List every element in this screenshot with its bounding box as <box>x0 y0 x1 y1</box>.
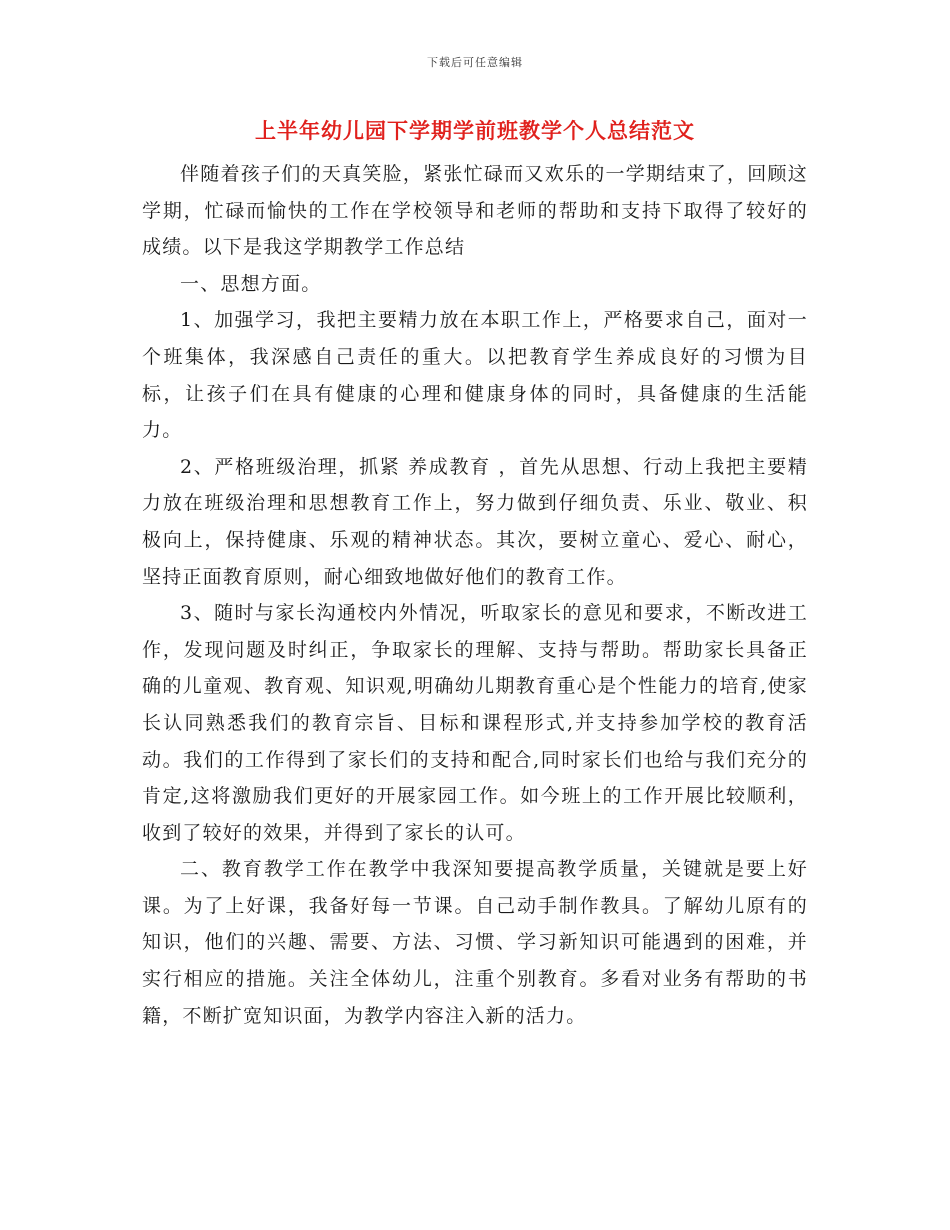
paragraph-item-3: 3、随时与家长沟通校内外情况，听取家长的意见和要求，不断改进工作，发现问题及时纠正，争取家长的理解、支持与帮助。帮助家长具备正确的儿童观、教育观、知识观,明确幼儿期教育重心是个性能力的培育,使家长认同熟悉我们的教育宗旨、目标和课程形式,并支持参加学校的教育活动。我们的工作得到了家长们的支持和配合,同时家长们也给与我们充分的肯定,这将激励我们更好的开展家园工作。如今班上的工作开展比较顺利，收到了较好的效果，并得到了家长的认可。 <box>142 602 808 844</box>
document-body <box>142 156 808 1034</box>
paragraph-intro: 伴随着孩子们的天真笑脸，紧张忙碌而又欢乐的一学期结束了，回顾这学期，忙碌而愉快的工作在学校领导和老师的帮助和支持下取得了较好的成绩。以下是我这学期教学工作总结 <box>142 163 808 259</box>
paragraph-item-1: 1、加强学习，我把主要精力放在本职工作上，严格要求自己，面对一个班集体，我深感自己责任的重大。以把教育学生养成良好的习惯为目标，让孩子们在具有健康的心理和健康身体的同时，具备健康的生活能力。 <box>142 309 808 442</box>
document-title: 上半年幼儿园下学期学前班教学个人总结范文 <box>255 118 695 143</box>
header-note: 下载后可任意编辑 <box>427 56 523 69</box>
paragraph-section-1-heading: 一、思想方面。 <box>180 272 322 295</box>
paragraph-item-2: 2、严格班级治理，抓紧 养成教育 ，首先从思想、行动上我把主要精力放在班级治理和思想教育工作上，努力做到仔细负责、乐业、敬业、积极向上，保持健康、乐观的精神状态。其次，要树立童心、爱心、耐心，坚持正面教育原则，耐心细致地做好他们的教育工作。 <box>142 455 808 588</box>
paragraph-section-2: 二、教育教学工作在教学中我深知要提高教学质量，关键就是要上好课。为了上好课，我备好每一节课。自己动手制作教具。了解幼儿原有的知识，他们的兴趣、需要、方法、习惯、学习新知识可能遇到的困难，并实行相应的措施。关注全体幼儿，注重个别教育。多看对业务有帮助的书籍，不断扩宽知识面，为教学内容注入新的活力。 <box>142 858 808 1027</box>
